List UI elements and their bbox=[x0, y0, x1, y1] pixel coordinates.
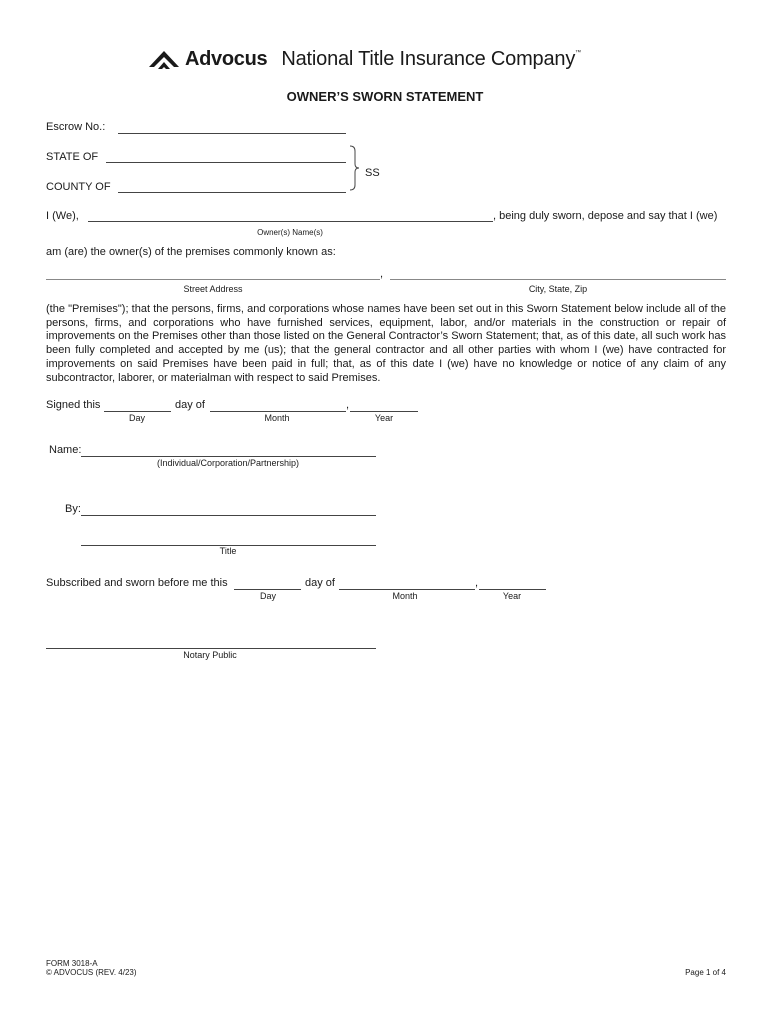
by-label: By: bbox=[65, 503, 81, 515]
name-label: Name: bbox=[49, 444, 82, 456]
owner-names-field[interactable] bbox=[88, 221, 493, 222]
company-logo bbox=[147, 44, 581, 74]
advocus-logo-icon bbox=[147, 47, 181, 71]
logo-brand: Advocus bbox=[185, 47, 268, 70]
signed-month-caption: Month bbox=[264, 413, 290, 423]
signed-comma: , bbox=[346, 399, 350, 411]
form-number: FORM 3018-A bbox=[46, 959, 98, 968]
county-field[interactable] bbox=[118, 192, 346, 193]
subscribed-sworn-label: Subscribed and sworn before me this bbox=[46, 577, 228, 589]
page-number: Page 1 of 4 bbox=[685, 968, 726, 977]
signed-this-label: Signed this bbox=[46, 399, 101, 411]
subscribed-comma: , bbox=[475, 577, 479, 589]
street-address-caption: Street Address bbox=[183, 284, 243, 294]
copyright-text: © ADVOCUS (REV. 4/23) bbox=[46, 968, 137, 977]
city-state-zip-caption: City, State, Zip bbox=[528, 284, 588, 294]
name-field[interactable] bbox=[81, 456, 376, 457]
subscribed-day-caption: Day bbox=[259, 591, 276, 601]
address-comma: , bbox=[380, 268, 384, 280]
owner-names-caption: Owner(s) Name(s) bbox=[257, 228, 323, 237]
trademark-symbol: ™ bbox=[575, 49, 581, 56]
signed-year-field[interactable] bbox=[350, 411, 418, 412]
subscribed-month-caption: Month bbox=[392, 591, 418, 601]
subscribed-year-caption: Year bbox=[502, 591, 522, 601]
ss-label: SS bbox=[365, 167, 380, 179]
notary-signature-field[interactable] bbox=[46, 648, 376, 649]
statement-paragraph: (the "Premises"); that the persons, firms, and corporations whose names have been set out in this Sworn Statement below include all of the persons, firms, and corporations who have furnished services, equipment, labor, and/or materials in the construction or repair of improvements on the Premises other than those listed on the General Contractor’s Sworn Statement; that, as of this date, all such work has been fully completed and accepted by me (us); that the general contractor and all other parties with whom I (we) have contracted for improvements on said Premises have been paid in full; that, as of this date I (we) have no knowledge or notice of any claim of any subcontractor, laborer, or materialman with respect to said Premises. bbox=[46, 303, 726, 384]
escrow-label: Escrow No.: bbox=[46, 121, 106, 133]
signed-day-of-label: day of bbox=[175, 399, 205, 411]
notary-public-caption: Notary Public bbox=[183, 650, 237, 660]
logo-company-name bbox=[281, 48, 581, 71]
state-label: STATE OF bbox=[46, 151, 99, 163]
subscribed-day-field[interactable] bbox=[234, 589, 301, 590]
premises-intro-text: am (are) the owner(s) of the premises commonly known as: bbox=[46, 246, 336, 258]
state-field[interactable] bbox=[106, 162, 346, 163]
signed-month-field[interactable] bbox=[210, 411, 346, 412]
signed-year-caption: Year bbox=[374, 413, 394, 423]
street-address-field[interactable] bbox=[46, 279, 380, 280]
city-state-zip-field[interactable] bbox=[390, 279, 726, 280]
i-we-label: I (We), bbox=[46, 210, 79, 222]
being-duly-sworn-text: , being duly sworn, depose and say that I (we) bbox=[493, 210, 718, 222]
name-caption: (Individual/Corporation/Partnership) bbox=[156, 458, 300, 468]
escrow-number-field[interactable] bbox=[118, 133, 346, 134]
title-caption: Title bbox=[219, 546, 237, 556]
subscribed-year-field[interactable] bbox=[479, 589, 546, 590]
by-signature-field[interactable] bbox=[81, 515, 376, 516]
document-title: OWNER’S SWORN STATEMENT bbox=[286, 89, 484, 104]
signed-day-caption: Day bbox=[128, 413, 145, 423]
county-label: COUNTY OF bbox=[46, 181, 111, 193]
subscribed-month-field[interactable] bbox=[339, 589, 475, 590]
subscribed-day-of-label: day of bbox=[305, 577, 335, 589]
brace-icon bbox=[349, 145, 361, 191]
logo-company-text: National Title Insurance Company bbox=[281, 47, 576, 70]
signed-day-field[interactable] bbox=[104, 411, 171, 412]
